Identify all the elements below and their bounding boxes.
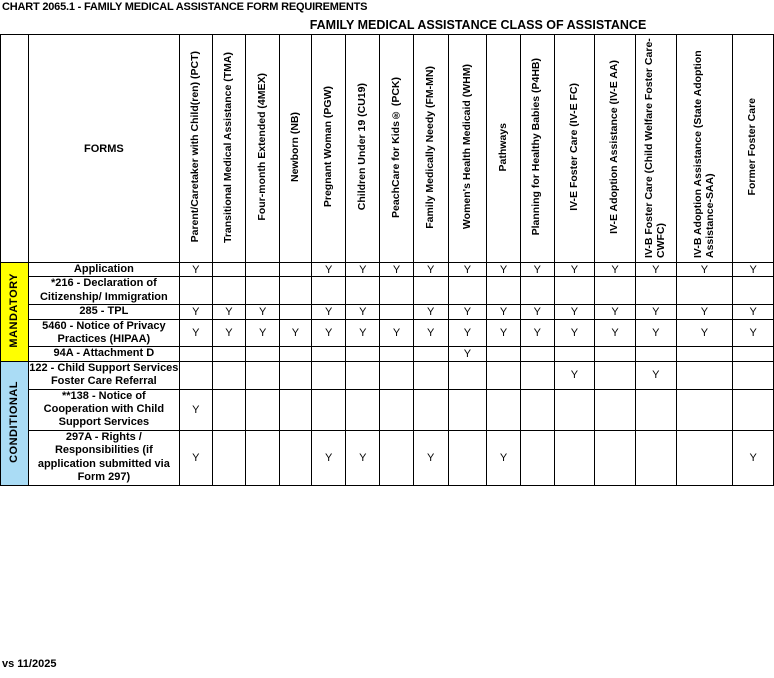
requirement-cell: Y: [635, 361, 676, 389]
section-label-text: MANDATORY: [8, 273, 21, 348]
section-label-conditional: [1, 361, 29, 485]
requirement-cell: Y: [311, 430, 346, 485]
requirement-cell: Y: [487, 263, 521, 277]
requirement-cell: Y: [311, 319, 346, 347]
requirement-cell: Y: [676, 263, 733, 277]
requirement-cell: [676, 361, 733, 389]
requirement-cell: [311, 361, 346, 389]
column-header-12: [554, 35, 595, 263]
column-header-label: Pathways: [496, 122, 509, 172]
requirement-cell: [413, 277, 448, 305]
requirement-cell: Y: [179, 263, 212, 277]
requirement-cell: [212, 263, 246, 277]
column-header-6: [346, 35, 380, 263]
requirement-cell: Y: [487, 430, 521, 485]
column-header-16: [733, 35, 774, 263]
column-header-14: [635, 35, 676, 263]
table-row: [1, 305, 774, 319]
requirement-cell: Y: [179, 305, 212, 319]
requirement-cell: [487, 389, 521, 430]
form-name-cell: Application: [28, 263, 179, 277]
requirement-cell: [246, 389, 280, 430]
requirement-cell: Y: [554, 263, 595, 277]
table-body: [1, 263, 774, 486]
column-header-4: [280, 35, 312, 263]
requirement-cell: [676, 277, 733, 305]
requirement-cell: [246, 361, 280, 389]
class-of-assistance-header: FAMILY MEDICAL ASSISTANCE CLASS OF ASSISTANCE: [309, 18, 647, 32]
column-header-label: Women's Health Medicaid (WHM): [460, 64, 473, 230]
requirement-cell: Y: [246, 305, 280, 319]
requirement-cell: [448, 277, 487, 305]
requirement-cell: [554, 430, 595, 485]
requirement-cell: Y: [487, 305, 521, 319]
requirement-cell: [212, 389, 246, 430]
column-header-label: Newborn (NB): [288, 112, 301, 182]
requirement-cell: Y: [413, 263, 448, 277]
requirement-cell: [520, 277, 554, 305]
requirement-cell: Y: [520, 305, 554, 319]
requirement-cell: [246, 430, 280, 485]
requirement-cell: [280, 305, 312, 319]
requirement-cell: Y: [487, 319, 521, 347]
requirement-cell: [487, 347, 521, 361]
requirement-cell: [487, 277, 521, 305]
requirement-cell: [448, 361, 487, 389]
page-title: CHART 2065.1 - FAMILY MEDICAL ASSISTANCE FORM REQUIREMENTS: [2, 1, 368, 13]
form-name-cell: 122 - Child Support Services Foster Care Referral: [29, 361, 179, 388]
requirement-cell: [733, 389, 774, 430]
table-row: [1, 361, 774, 389]
table-row: [1, 263, 774, 277]
section-label-mandatory: [1, 263, 29, 362]
requirement-cell: [554, 389, 595, 430]
requirement-cell: Y: [212, 319, 246, 347]
requirement-cell: [733, 361, 774, 389]
requirement-cell: Y: [346, 263, 380, 277]
requirement-cell: Y: [280, 319, 312, 347]
forms-column-header: FORMS: [28, 35, 179, 263]
requirement-cell: Y: [520, 263, 554, 277]
column-header-label: Former Foster Care: [746, 98, 759, 196]
requirement-cell: [413, 389, 448, 430]
requirement-cell: [635, 389, 676, 430]
column-header-11: [520, 35, 554, 263]
requirement-cell: [595, 389, 636, 430]
requirement-cell: [380, 277, 414, 305]
requirement-cell: [635, 430, 676, 485]
column-header-label: Four-month Extended (4MEX): [255, 73, 268, 221]
requirement-cell: [676, 389, 733, 430]
requirement-cell: Y: [246, 319, 280, 347]
table-head: [1, 35, 774, 263]
requirement-cell: Y: [380, 319, 414, 347]
table-row: [1, 347, 774, 361]
form-name-cell: *216 - Declaration of Citizenship/ Immigration: [28, 277, 179, 305]
requirement-cell: [635, 277, 676, 305]
requirement-cell: [280, 263, 312, 277]
requirement-cell: [676, 347, 733, 361]
column-header-10: [487, 35, 521, 263]
requirement-cell: [413, 361, 448, 389]
requirement-cell: Y: [413, 305, 448, 319]
requirement-cell: [280, 277, 312, 305]
column-header-label: Family Medically Needy (FM-MN): [423, 65, 436, 229]
requirement-cell: [311, 347, 346, 361]
header-row: [1, 35, 774, 263]
requirement-cell: [448, 430, 487, 485]
requirement-cell: Y: [635, 319, 676, 347]
column-header-9: [448, 35, 487, 263]
requirement-cell: Y: [448, 347, 487, 361]
requirement-cell: [520, 389, 554, 430]
requirement-cell: [346, 277, 380, 305]
column-header-8: [413, 35, 448, 263]
form-name-cell: 297A - Rights / Responsibilities (if application submitted via Form 297): [28, 430, 179, 485]
column-header-label: IV-E Foster Care (IV-E FC): [567, 83, 580, 211]
requirement-cell: [311, 389, 346, 430]
column-header-7: [380, 35, 414, 263]
requirement-cell: Y: [413, 319, 448, 347]
column-header-15: [676, 35, 733, 263]
column-header-3: [246, 35, 280, 263]
requirement-cell: [595, 430, 636, 485]
requirement-cell: Y: [311, 263, 346, 277]
requirement-cell: [280, 430, 312, 485]
column-header-label: Transitional Medical Assistance (TMA): [222, 51, 235, 243]
column-header-13: [595, 35, 636, 263]
requirement-cell: [212, 361, 246, 389]
requirement-cell: [311, 277, 346, 305]
requirement-cell: Y: [346, 430, 380, 485]
form-name-cell: 5460 - Notice of Privacy Practices (HIPAA): [28, 319, 179, 347]
requirement-cell: Y: [554, 319, 595, 347]
requirement-cell: Y: [448, 263, 487, 277]
table-row: [1, 319, 774, 347]
column-header-label: IV-E Adoption Assistance (IV-E AA): [608, 60, 621, 234]
corner-blank-cell: [1, 35, 29, 263]
requirement-cell: [487, 361, 521, 389]
requirement-cell: [212, 347, 246, 361]
requirement-cell: [346, 361, 380, 389]
requirement-cell: Y: [448, 305, 487, 319]
requirement-cell: Y: [676, 319, 733, 347]
requirement-cell: Y: [311, 305, 346, 319]
requirement-cell: [246, 277, 280, 305]
column-header-2: [212, 35, 246, 263]
requirement-cell: [346, 389, 380, 430]
table-row: [1, 277, 774, 305]
requirement-cell: Y: [595, 305, 636, 319]
requirement-cell: Y: [346, 305, 380, 319]
requirement-cell: Y: [733, 263, 774, 277]
column-header-5: [311, 35, 346, 263]
requirement-cell: [179, 361, 212, 389]
requirement-cell: [280, 361, 312, 389]
requirement-cell: Y: [595, 319, 636, 347]
requirement-cell: [520, 430, 554, 485]
column-header-label: IV-B Foster Care (Child Welfare Foster Care-CWFC): [643, 38, 667, 258]
requirement-cell: [448, 389, 487, 430]
column-header-label: Pregnant Woman (PGW): [321, 86, 334, 208]
requirement-cell: [595, 347, 636, 361]
requirement-cell: Y: [179, 430, 212, 485]
form-requirements-table: [0, 34, 774, 486]
requirement-cell: Y: [595, 263, 636, 277]
requirement-cell: Y: [554, 305, 595, 319]
requirement-cell: [280, 347, 312, 361]
requirement-cell: [554, 277, 595, 305]
requirement-cell: [733, 277, 774, 305]
requirement-cell: [520, 361, 554, 389]
form-name-cell: 94A - Attachment D: [28, 347, 179, 361]
requirement-cell: Y: [635, 263, 676, 277]
requirement-cell: [554, 347, 595, 361]
requirement-cell: Y: [733, 430, 774, 485]
requirement-cell: Y: [448, 319, 487, 347]
requirement-cell: [595, 361, 636, 389]
requirement-cell: Y: [733, 305, 774, 319]
column-header-label: Planning for Healthy Babies (P4HB): [530, 58, 543, 236]
requirement-cell: [380, 347, 414, 361]
requirement-cell: Y: [676, 305, 733, 319]
requirement-cell: [595, 277, 636, 305]
column-header-1: [179, 35, 212, 263]
requirement-cell: [246, 263, 280, 277]
requirement-cell: Y: [212, 305, 246, 319]
requirement-cell: [380, 305, 414, 319]
requirement-cell: [179, 347, 212, 361]
table-row: [1, 430, 774, 485]
column-header-label: PeachCare for Kids® (PCK): [389, 76, 402, 218]
requirement-cell: [733, 347, 774, 361]
requirement-cell: Y: [179, 389, 212, 430]
requirement-cell: [520, 347, 554, 361]
column-header-label: Children Under 19 (CU19): [355, 83, 368, 211]
requirement-cell: [246, 347, 280, 361]
requirement-cell: Y: [380, 263, 414, 277]
requirement-cell: [212, 277, 246, 305]
requirement-cell: [380, 430, 414, 485]
column-header-label: Parent/Caretaker with Child(ren) (PCT): [188, 51, 201, 243]
table-row: [1, 389, 774, 430]
requirement-cell: Y: [635, 305, 676, 319]
requirement-cell: Y: [413, 430, 448, 485]
requirement-cell: [280, 389, 312, 430]
requirement-cell: [380, 361, 414, 389]
requirement-cell: [346, 347, 380, 361]
requirement-cell: [212, 430, 246, 485]
form-name-cell: **138 - Notice of Cooperation with Child Support Services: [28, 389, 179, 430]
form-name-cell: 285 - TPL: [28, 305, 179, 319]
requirement-cell: [635, 347, 676, 361]
version-footer: vs 11/2025: [2, 658, 57, 670]
requirement-cell: Y: [179, 319, 212, 347]
requirement-cell: [413, 347, 448, 361]
requirement-cell: Y: [554, 361, 595, 389]
column-header-label: IV-B Adoption Assistance (State Adoption Assistance-SAA): [691, 50, 716, 258]
requirement-cell: Y: [346, 319, 380, 347]
requirement-cell: [179, 277, 212, 305]
section-label-text: CONDITIONAL: [8, 380, 21, 463]
requirement-cell: [676, 430, 733, 485]
requirement-cell: [380, 389, 414, 430]
requirement-cell: Y: [733, 319, 774, 347]
requirement-cell: Y: [520, 319, 554, 347]
